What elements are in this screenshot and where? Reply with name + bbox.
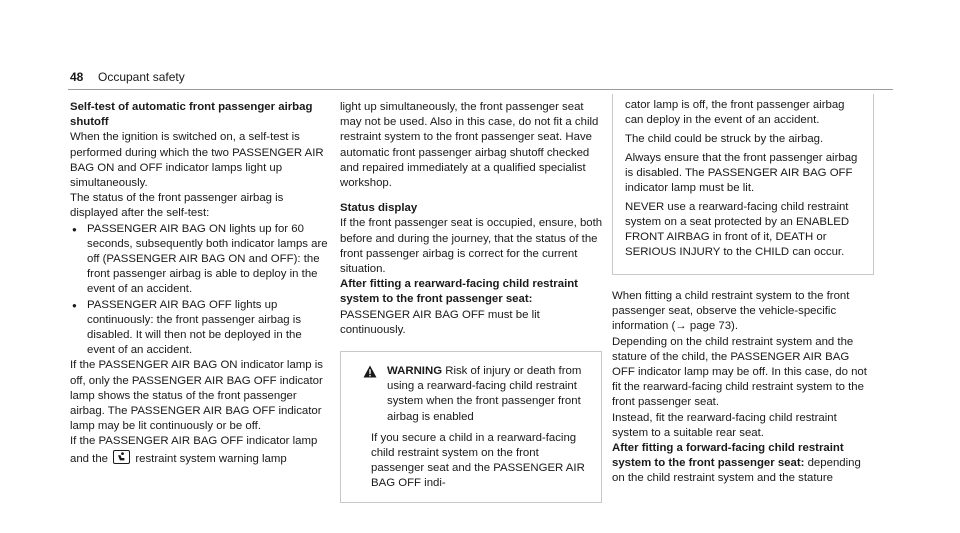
warning-label: WARNING [387,365,443,378]
status-display-paragraph: If the front passenger seat is occupied, ensure, both before and during the journey, that the status of the front passenger airbag is correct for the current situation. [340,217,603,276]
rearward-facing-heading: After fitting a rearward-facing child restraint system to the front passenger seat: [340,278,578,306]
warning-never-text: NEVER use a rearward-facing child restraint system on a seat protected by an ENABLED FRONT AIRBAG in front of it, DEATH or SERIOUS INJURY to the CHILD can occur. [625,200,850,259]
page-number: 48 [70,70,84,84]
status-after-test-paragraph: The status of the front passenger airbag is displayed after the self-test: [70,192,284,220]
indicator-lamp-paragraph: If the PASSENGER AIR BAG ON indicator lamp is off, only the PASSENGER AIR BAG OFF indicator lamp shows the status of the front passenger airbag. The PASSENGER AIR BAG OFF indicator lamp may be lit continuously or be off. [70,359,324,433]
section-title: Occupant safety [98,70,185,84]
warning-struck-text: The child could be struck by the airbag. [625,132,824,145]
warning-body-text: If you secure a child in a rearward-facing child restraint system on the front passenger seat and the PASSENGER AIR BAG OFF indi- [371,431,585,490]
forward-facing-paragraph [612,441,874,487]
warning-box-continued [612,94,874,275]
forward-facing-text: depending on the child restraint system and the stature [612,457,861,485]
rearward-facing-paragraph: PASSENGER AIR BAG OFF must be lit continuously. [340,308,540,336]
warning-box [340,351,602,503]
bullet-airbag-on: ● PASSENGER AIR BAG ON lights up for 60 seconds, subsequently both indicator lamps are off (PASSENGER AIR BAG ON and OFF): the front passenger airbag is able to deploy in the event of an accident. [70,222,328,298]
fitting-info-paragraph: When fitting a child restraint system to the front passenger seat, observe the vehicle-specific information (→ page 73). [612,290,850,333]
warning-lamp-text-after: restraint system warning lamp [135,452,287,465]
bullet-airbag-off: ● PASSENGER AIR BAG OFF lights up continuously: the front passenger airbag is disabled. It will then not be deployed in the event of an accident. [70,298,328,359]
seat-not-used-paragraph: light up simultaneously, the front passenger seat may not be used. Also in this case, do not fit a child restraint system to the front passenger seat. Have automatic front passenger airbag shutoff checked and repaired immediately at a qualified specialist workshop. [340,101,599,190]
self-test-paragraph: When the ignition is switched on, a self-test is performed during which the two PASSENGER AIR BAG ON and OFF indicator lamps light up simultaneously. [70,131,324,190]
forward-facing-heading: After fitting a forward-facing child restraint system to the front passenger seat: [612,442,844,470]
warning-continued-text: cator lamp is off, the front passenger airbag can deploy in the event of an accident. [625,99,845,127]
page-header [68,70,893,90]
column-3 [612,94,874,487]
warning-body [341,431,601,502]
self-test-heading: Self-test of automatic front passenger airbag shutoff [70,101,313,129]
warning-lamp-paragraph [70,434,328,466]
warning-ensure-text: Always ensure that the front passenger airbag is disabled. The PASSENGER AIR BAG OFF indicator lamp must be lit. [625,151,858,195]
column-1 [70,100,328,467]
warning-lamp-text-before: If the PASSENGER AIR BAG OFF indicator lamp and the [70,435,318,465]
warning-triangle-icon [363,365,377,383]
column-2 [340,100,604,503]
warning-title: Risk of injury or death from using a rearward-facing child restraint system when the front passenger front airbag is enabled [387,365,582,423]
warning-header [341,352,601,431]
status-bullet-list [70,222,328,359]
stature-paragraph: Depending on the child restraint system and the stature of the child, the PASSENGER AIR BAG OFF indicator lamp may be off. In this case, do not fit the rearward-facing child restraint system to the front passenger seat. [612,335,867,409]
rear-seat-paragraph: Instead, fit the rearward-facing child restraint system to a suitable rear seat. [612,411,837,439]
seated-passenger-airbag-icon [113,450,130,464]
status-display-heading: Status display [340,202,418,215]
